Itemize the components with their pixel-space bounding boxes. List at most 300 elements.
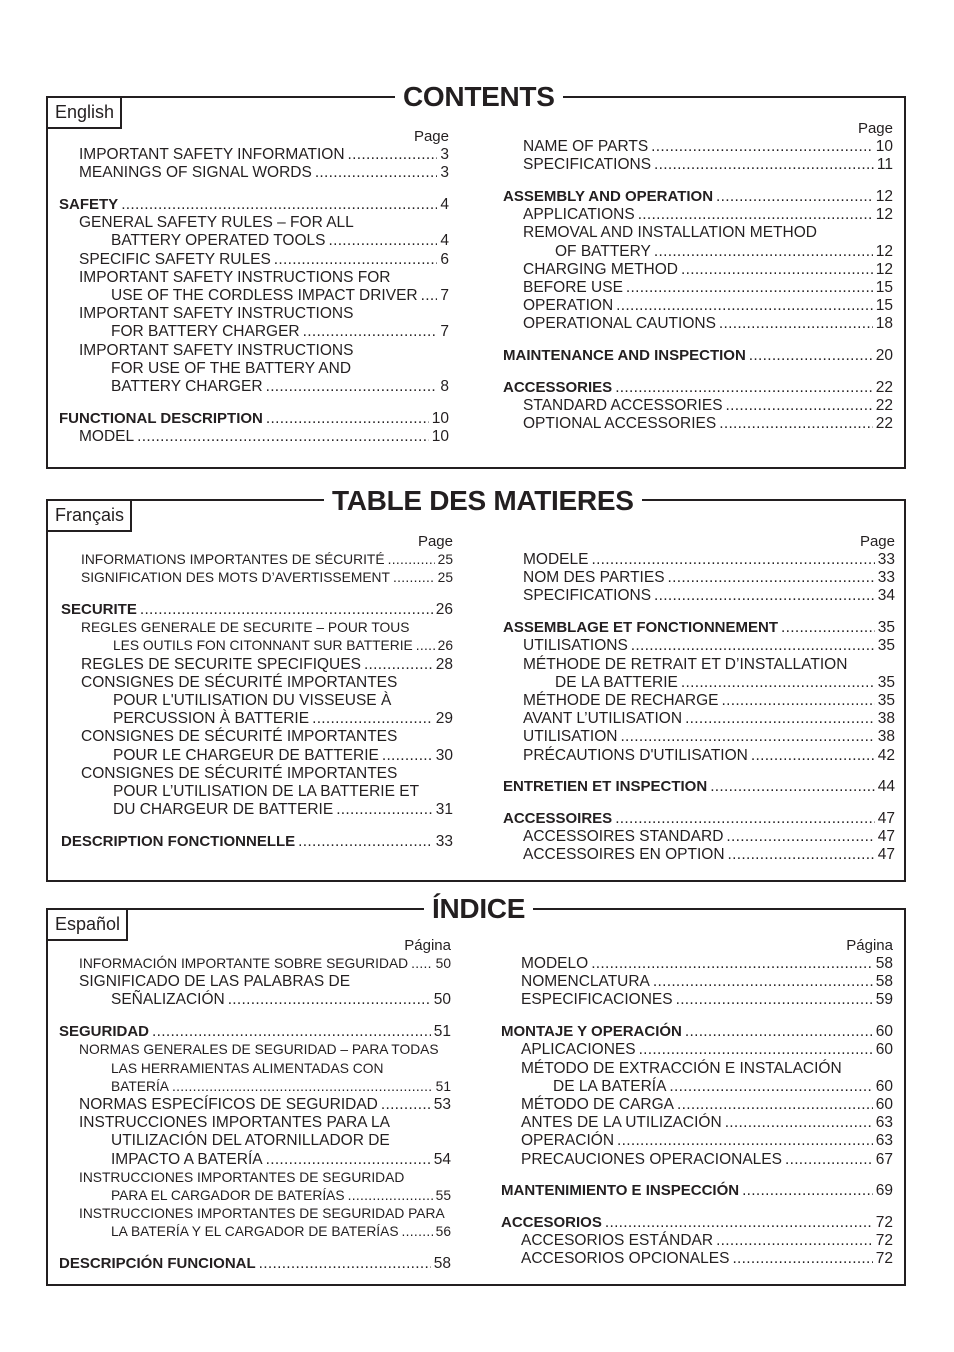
toc-page-number: 3 <box>440 146 449 163</box>
toc-page-number: 30 <box>435 746 453 764</box>
toc-entry <box>503 828 895 846</box>
dot-leader <box>336 801 433 819</box>
toc-entry-title: OPERACIÓN <box>521 1132 615 1150</box>
toc-page-number: 35 <box>877 619 895 637</box>
page-column-header: Page <box>413 128 449 145</box>
dot-leader <box>726 828 874 846</box>
page-column-header: Page <box>417 533 453 550</box>
dot-leader <box>381 1096 431 1114</box>
toc-entry <box>501 955 893 973</box>
toc-spacer <box>59 1242 451 1256</box>
toc-page-number: 4 <box>440 232 449 250</box>
toc-entry <box>503 297 893 315</box>
toc-page-number: 10 <box>431 409 449 427</box>
toc-entry <box>59 1132 451 1150</box>
toc-entry-title: IMPACTO A BATERÍA <box>111 1150 263 1168</box>
toc-entry <box>59 428 449 446</box>
toc-entry <box>59 1060 451 1078</box>
toc-entry <box>503 397 893 415</box>
dot-leader <box>681 261 873 279</box>
dot-leader <box>266 378 438 396</box>
toc-entry-title: SIGNIFICATION DES MOTS D’AVERTISSEMENT <box>81 570 390 586</box>
toc-entry <box>501 1232 893 1250</box>
toc-entry-title: CONSIGNES DE SÉCURITÉ IMPORTANTES <box>81 673 398 691</box>
toc-entry-title: APPLICATIONS <box>523 206 635 224</box>
toc-entry <box>61 765 453 783</box>
toc-entry <box>59 1078 451 1096</box>
toc-page-number: 72 <box>875 1250 893 1268</box>
toc-entry-title: CONSIGNES DE SÉCURITÉ IMPORTANTES <box>81 728 398 746</box>
toc-entry <box>59 146 449 164</box>
toc-entry-title: NOMENCLATURA <box>521 973 650 991</box>
toc-entry <box>501 1250 893 1268</box>
toc-entry <box>59 1151 451 1169</box>
toc-page-number: 35 <box>877 637 895 655</box>
dot-leader <box>710 778 875 796</box>
dot-leader <box>716 188 873 206</box>
toc-entry-title: ACCESSOIRES <box>503 809 613 827</box>
dot-leader <box>416 637 435 655</box>
toc-entry-title: MÉTHODE DE RETRAIT ET D’INSTALLATION <box>523 655 848 673</box>
toc-heading <box>503 188 893 206</box>
toc-entry <box>501 1151 893 1169</box>
toc-page-number: 26 <box>435 600 453 618</box>
dot-leader <box>719 315 873 333</box>
dot-leader <box>653 973 873 991</box>
toc-entry-title: OPERATION <box>523 297 614 315</box>
toc-entry-title: OF BATTERY <box>555 242 651 260</box>
toc-entry <box>59 1041 451 1059</box>
toc-entry <box>501 1078 893 1096</box>
toc-entry-title: ACCESORIOS OPCIONALES <box>521 1250 730 1268</box>
toc-spacer <box>61 587 453 601</box>
toc-entry <box>503 243 893 261</box>
toc-entry <box>61 747 453 765</box>
toc-entry-title: IMPORTANT SAFETY INSTRUCTIONS FOR <box>79 268 391 286</box>
dot-leader <box>140 601 433 619</box>
toc-page-number: 54 <box>433 1150 451 1168</box>
toc-entry-title: PARA EL CARGADOR DE BATERÍAS <box>111 1187 345 1203</box>
toc-entry <box>503 261 893 279</box>
toc-page-number: 25 <box>437 570 453 586</box>
section-title: ÍNDICE <box>424 894 533 924</box>
toc-entry <box>503 587 895 605</box>
toc-entry-title: ENTRETIEN ET INSPECTION <box>503 778 708 796</box>
toc-entry-title: FUNCTIONAL DESCRIPTION <box>59 409 263 427</box>
toc-entry-title: DESCRIPCIÓN FUNCIONAL <box>59 1255 256 1273</box>
toc-entry <box>59 287 449 305</box>
toc-entry <box>59 991 451 1009</box>
toc-page-number: 53 <box>433 1095 451 1113</box>
toc-entry-title: BATTERY OPERATED TOOLS <box>111 232 326 250</box>
toc-heading <box>501 1023 893 1041</box>
dot-leader <box>616 297 873 315</box>
toc-entry-title: BATERÍA <box>111 1078 170 1094</box>
dot-leader <box>728 846 875 864</box>
toc-heading <box>503 778 895 796</box>
toc-entry-title: DE LA BATTERIE <box>555 673 678 691</box>
toc-heading <box>501 1182 893 1200</box>
toc-entry-title: USE OF THE CORDLESS IMPACT DRIVER <box>111 286 418 304</box>
toc-entry-title: MÉTODO DE EXTRACCIÓN E INSTALACIÓN <box>521 1059 842 1077</box>
language-tab: Français <box>48 501 132 532</box>
toc-entry <box>501 1041 893 1059</box>
dot-leader <box>726 397 873 415</box>
toc-page-number: 8 <box>440 377 449 395</box>
toc-entry-title: REGLES DE SECURITE SPECIFIQUES <box>81 655 361 673</box>
toc-entry-title: INSTRUCCIONES IMPORTANTES PARA LA <box>79 1114 390 1132</box>
toc-entry <box>61 783 453 801</box>
toc-entry-title: ACCESSORIES <box>503 378 613 396</box>
toc-page-number: 29 <box>435 710 453 728</box>
dot-leader <box>742 1182 873 1200</box>
dot-leader <box>172 1078 433 1096</box>
dot-leader <box>421 287 438 305</box>
toc-entry <box>501 991 893 1009</box>
toc-entry <box>59 973 451 991</box>
toc-page-number: 25 <box>437 552 453 567</box>
toc-entry-title: LES OUTILS FON CITONNANT SUR BATTERIE <box>113 638 413 654</box>
dot-leader <box>638 206 873 224</box>
toc-entry-title: OPERATIONAL CAUTIONS <box>523 315 716 333</box>
dot-leader <box>617 1132 873 1150</box>
toc-entry-title: MODELO <box>521 955 589 972</box>
toc-entry-title: FOR BATTERY CHARGER <box>111 323 300 341</box>
dot-leader <box>259 1255 431 1273</box>
toc-left-column <box>59 128 449 446</box>
dot-leader <box>751 747 875 765</box>
toc-spacer <box>503 365 893 379</box>
toc-entry <box>501 1060 893 1078</box>
dot-leader <box>654 587 875 605</box>
toc-entry-title: MODELE <box>523 551 589 568</box>
toc-spacer <box>503 796 895 810</box>
toc-entry <box>59 164 449 182</box>
toc-page-number: 20 <box>875 347 893 365</box>
toc-left-column <box>61 533 453 851</box>
dot-leader <box>266 410 429 428</box>
toc-entry <box>503 747 895 765</box>
toc-entry <box>59 269 449 287</box>
toc-entry-title: DU CHARGEUR DE BATTERIE <box>113 801 334 819</box>
toc-entry-title: UTILIZACIÓN DEL ATORNILLADOR DE <box>111 1132 390 1150</box>
toc-entry <box>61 551 453 569</box>
dot-leader <box>121 196 437 214</box>
toc-page-number: 72 <box>875 1213 893 1231</box>
dot-leader <box>681 674 875 692</box>
toc-entry <box>61 801 453 819</box>
toc-entry-title: REGLES GENERALE DE SECURITE – POUR TOUS <box>81 620 410 636</box>
toc-heading <box>59 1023 451 1041</box>
toc-entry-title: NAME OF PARTS <box>523 138 649 155</box>
toc-entry <box>503 206 893 224</box>
toc-entry-title: PERCUSSION À BATTERIE <box>113 710 310 728</box>
section-title: TABLE DES MATIERES <box>324 486 642 516</box>
toc-entry-title: REMOVAL AND INSTALLATION METHOD <box>523 224 817 242</box>
toc-entry <box>503 415 893 433</box>
toc-page-number: 12 <box>875 206 893 224</box>
dot-leader <box>676 991 873 1009</box>
toc-entry <box>503 674 895 692</box>
toc-entry <box>61 637 453 655</box>
dot-leader <box>591 955 873 973</box>
toc-page-number: 38 <box>877 728 895 746</box>
toc-entry <box>61 569 453 587</box>
toc-page-number: 58 <box>875 955 893 972</box>
toc-entry <box>59 1169 451 1187</box>
dot-leader <box>654 156 874 174</box>
toc-page-number: 22 <box>875 396 893 414</box>
toc-entry <box>503 279 893 297</box>
toc-entry-title: SPECIFICATIONS <box>523 587 652 605</box>
toc-page-number: 7 <box>440 286 449 304</box>
dot-leader <box>137 428 429 446</box>
section-indice <box>46 908 906 1286</box>
toc-page-number: 3 <box>440 164 449 182</box>
section-contents <box>46 96 906 469</box>
dot-leader <box>388 551 435 569</box>
page-column-header: Page <box>857 120 893 137</box>
dot-leader <box>639 1041 873 1059</box>
toc-page-number: 51 <box>433 1023 451 1041</box>
toc-entry <box>59 323 449 341</box>
toc-entry-title: MODEL <box>79 427 135 445</box>
toc-page-number: 12 <box>875 187 893 205</box>
toc-entry <box>59 360 449 378</box>
page-column-header: Página <box>846 937 893 954</box>
toc-entry <box>61 710 453 728</box>
toc-page-number: 60 <box>875 1095 893 1113</box>
toc-page-number: 11 <box>876 156 893 174</box>
toc-entry-title: DESCRIPTION FONCTIONNELLE <box>61 832 296 850</box>
toc-entry <box>503 728 895 746</box>
toc-entry-title: INSTRUCCIONES IMPORTANTES DE SEGURIDAD <box>79 1169 405 1185</box>
language-tab: Español <box>48 910 128 941</box>
toc-entry <box>501 1132 893 1150</box>
toc-page-number: 18 <box>875 315 893 333</box>
dot-leader <box>591 551 874 569</box>
toc-entry-title: CONSIGNES DE SÉCURITÉ IMPORTANTES <box>81 764 398 782</box>
toc-heading <box>503 619 895 637</box>
toc-spacer <box>59 1010 451 1024</box>
toc-entry <box>501 1114 893 1132</box>
toc-entry-title: ACCESORIOS ESTÁNDAR <box>521 1232 714 1250</box>
language-tab: English <box>48 98 122 129</box>
dot-leader <box>725 1114 873 1132</box>
dot-leader <box>348 146 438 164</box>
toc-entry <box>503 315 893 333</box>
toc-entry-title: STANDARD ACCESSORIES <box>523 396 723 414</box>
toc-page-number: 51 <box>435 1078 451 1094</box>
toc-page-number: 33 <box>435 832 453 850</box>
toc-entry <box>503 846 895 864</box>
toc-entry <box>59 214 449 232</box>
toc-entry-title: ESPECIFICACIONES <box>521 991 673 1009</box>
toc-page-number: 42 <box>877 746 895 764</box>
toc-entry-title: INSTRUCCIONES IMPORTANTES DE SEGURIDAD PARA <box>79 1206 445 1222</box>
toc-entry <box>503 637 895 655</box>
toc-entry-title: ANTES DE LA UTILIZACIÓN <box>521 1114 722 1132</box>
toc-entry-title: IMPORTANT SAFETY INSTRUCTIONS <box>79 305 354 323</box>
toc-entry <box>59 251 449 269</box>
dot-leader <box>620 728 874 746</box>
toc-page-number: 58 <box>875 973 893 991</box>
toc-heading <box>503 810 895 828</box>
toc-entry <box>503 710 895 728</box>
dot-leader <box>382 747 433 765</box>
toc-right-column <box>503 533 895 865</box>
toc-page-number: 69 <box>875 1182 893 1200</box>
dot-leader <box>393 569 435 587</box>
toc-entry-title: ASSEMBLY AND OPERATION <box>503 187 714 205</box>
toc-entry-title: POUR L'UTILISATION DU VISSEUSE À <box>113 691 392 709</box>
dot-leader <box>303 323 438 341</box>
dot-leader <box>274 251 438 269</box>
toc-entry <box>503 569 895 587</box>
dot-leader <box>668 569 875 587</box>
toc-entry-title: GENERAL SAFETY RULES – FOR ALL <box>79 214 354 232</box>
toc-entry-title: NORMAS GENERALES DE SEGURIDAD – PARA TODAS <box>79 1042 439 1058</box>
dot-leader <box>266 1151 431 1169</box>
toc-entry <box>503 156 893 174</box>
toc-page-number: 15 <box>875 297 893 315</box>
dot-leader <box>364 656 433 674</box>
toc-heading <box>501 1214 893 1232</box>
toc-page-number: 55 <box>435 1187 451 1203</box>
toc-page-number: 60 <box>875 1077 893 1095</box>
dot-leader <box>228 991 431 1009</box>
toc-entry-title: LA BATERÍA Y EL CARGADOR DE BATERÍAS <box>111 1224 399 1240</box>
toc-entry-title: NORMAS ESPECÍFICOS DE SEGURIDAD <box>79 1095 378 1113</box>
toc-page-number: 72 <box>875 1232 893 1250</box>
toc-entry <box>59 342 449 360</box>
toc-entry-title: ACCESSOIRES STANDARD <box>523 828 724 846</box>
toc-page-number: 12 <box>875 242 893 260</box>
toc-page-number: 15 <box>875 278 893 296</box>
toc-entry-title: UTILISATION <box>523 728 618 746</box>
toc-entry-title: MANTENIMIENTO E INSPECCIÓN <box>501 1182 740 1200</box>
toc-entry-title: ACCESORIOS <box>501 1213 602 1231</box>
toc-page-number: 56 <box>435 1224 451 1240</box>
dot-leader <box>615 810 875 828</box>
toc-page-number: 44 <box>877 778 895 796</box>
toc-entry <box>501 1096 893 1114</box>
toc-entry-title: MONTAJE Y OPERACIÓN <box>501 1023 682 1041</box>
toc-entry-title: UTILISATIONS <box>523 637 628 655</box>
toc-page-number: 63 <box>875 1132 893 1150</box>
dot-leader <box>605 1214 873 1232</box>
dot-leader <box>152 1023 431 1041</box>
dot-leader <box>669 1078 872 1096</box>
toc-entry <box>503 551 895 569</box>
toc-entry-title: AVANT L’UTILISATION <box>523 710 683 728</box>
toc-entry <box>59 1096 451 1114</box>
dot-leader <box>677 1096 873 1114</box>
toc-page-number: 7 <box>440 323 449 341</box>
toc-entry-title: NOM DES PARTIES <box>523 569 665 587</box>
toc-page-number: 34 <box>877 587 895 605</box>
toc-heading <box>61 601 453 619</box>
dot-leader <box>785 1151 873 1169</box>
dot-leader <box>312 710 433 728</box>
toc-spacer <box>501 1010 893 1024</box>
dot-leader <box>411 955 433 973</box>
toc-entry-title: SAFETY <box>59 195 119 213</box>
toc-entry-title: PRECAUCIONES OPERACIONALES <box>521 1150 782 1168</box>
dot-leader <box>615 379 873 397</box>
toc-entry-title: APLICACIONES <box>521 1041 636 1059</box>
toc-page-number: 26 <box>437 638 453 654</box>
toc-spacer <box>59 396 449 410</box>
toc-entry <box>503 656 895 674</box>
toc-entry <box>503 138 893 156</box>
toc-entry <box>61 692 453 710</box>
toc-page-number: 50 <box>433 991 451 1009</box>
toc-page-number: 33 <box>877 551 895 568</box>
toc-entry <box>59 1187 451 1205</box>
toc-entry-title: SECURITE <box>61 600 137 618</box>
dot-leader <box>402 1223 433 1241</box>
toc-entry-title: SPECIFIC SAFETY RULES <box>79 250 271 268</box>
toc-right-column <box>503 120 893 433</box>
toc-heading <box>59 196 449 214</box>
dot-leader <box>348 1187 433 1205</box>
toc-page-number: 50 <box>435 956 451 971</box>
toc-entry-title: LAS HERRAMIENTAS ALIMENTADAS CON <box>111 1060 384 1076</box>
dot-leader <box>631 637 875 655</box>
toc-page-number: 67 <box>875 1150 893 1168</box>
toc-entry-title: IMPORTANT SAFETY INFORMATION <box>79 146 345 163</box>
toc-entry-title: SIGNIFICADO DE LAS PALABRAS DE <box>79 973 351 991</box>
toc-entry-title: POUR LE CHARGEUR DE BATTERIE <box>113 746 379 764</box>
toc-page-number: 6 <box>440 250 449 268</box>
toc-entry-title: DE LA BATERÍA <box>553 1077 667 1095</box>
dot-leader <box>716 1232 873 1250</box>
toc-heading <box>59 1255 451 1273</box>
page-column-header: Page <box>859 533 895 550</box>
toc-left-column <box>59 937 451 1273</box>
toc-entry <box>59 305 449 323</box>
toc-entry <box>61 619 453 637</box>
dot-leader <box>732 1250 872 1268</box>
dot-leader <box>654 243 873 261</box>
toc-heading <box>61 833 453 851</box>
toc-page-number: 4 <box>440 195 449 213</box>
toc-entry <box>501 973 893 991</box>
toc-page-number: 28 <box>435 655 453 673</box>
toc-entry-title: MAINTENANCE AND INSPECTION <box>503 347 746 365</box>
toc-entry-title: POUR L’UTILISATION DE LA BATTERIE ET <box>113 782 420 800</box>
toc-entry-title: CHARGING METHOD <box>523 260 678 278</box>
page-column-header: Página <box>404 937 451 954</box>
toc-entry <box>59 378 449 396</box>
toc-entry-title: ASSEMBLAGE ET FONCTIONNEMENT <box>503 619 779 637</box>
dot-leader <box>719 415 873 433</box>
dot-leader <box>298 833 433 851</box>
dot-leader <box>685 1023 873 1041</box>
dot-leader <box>781 619 875 637</box>
toc-page-number: 22 <box>875 378 893 396</box>
dot-leader <box>626 279 873 297</box>
toc-heading <box>503 347 893 365</box>
toc-entry-title: SPECIFICATIONS <box>523 156 652 174</box>
toc-spacer <box>503 765 895 779</box>
toc-entry-title: MÉTHODE DE RECHARGE <box>523 691 719 709</box>
dot-leader <box>328 232 437 250</box>
toc-page-number: 47 <box>877 809 895 827</box>
toc-entry-title: FOR USE OF THE BATTERY AND <box>111 359 352 377</box>
toc-entry <box>59 1114 451 1132</box>
